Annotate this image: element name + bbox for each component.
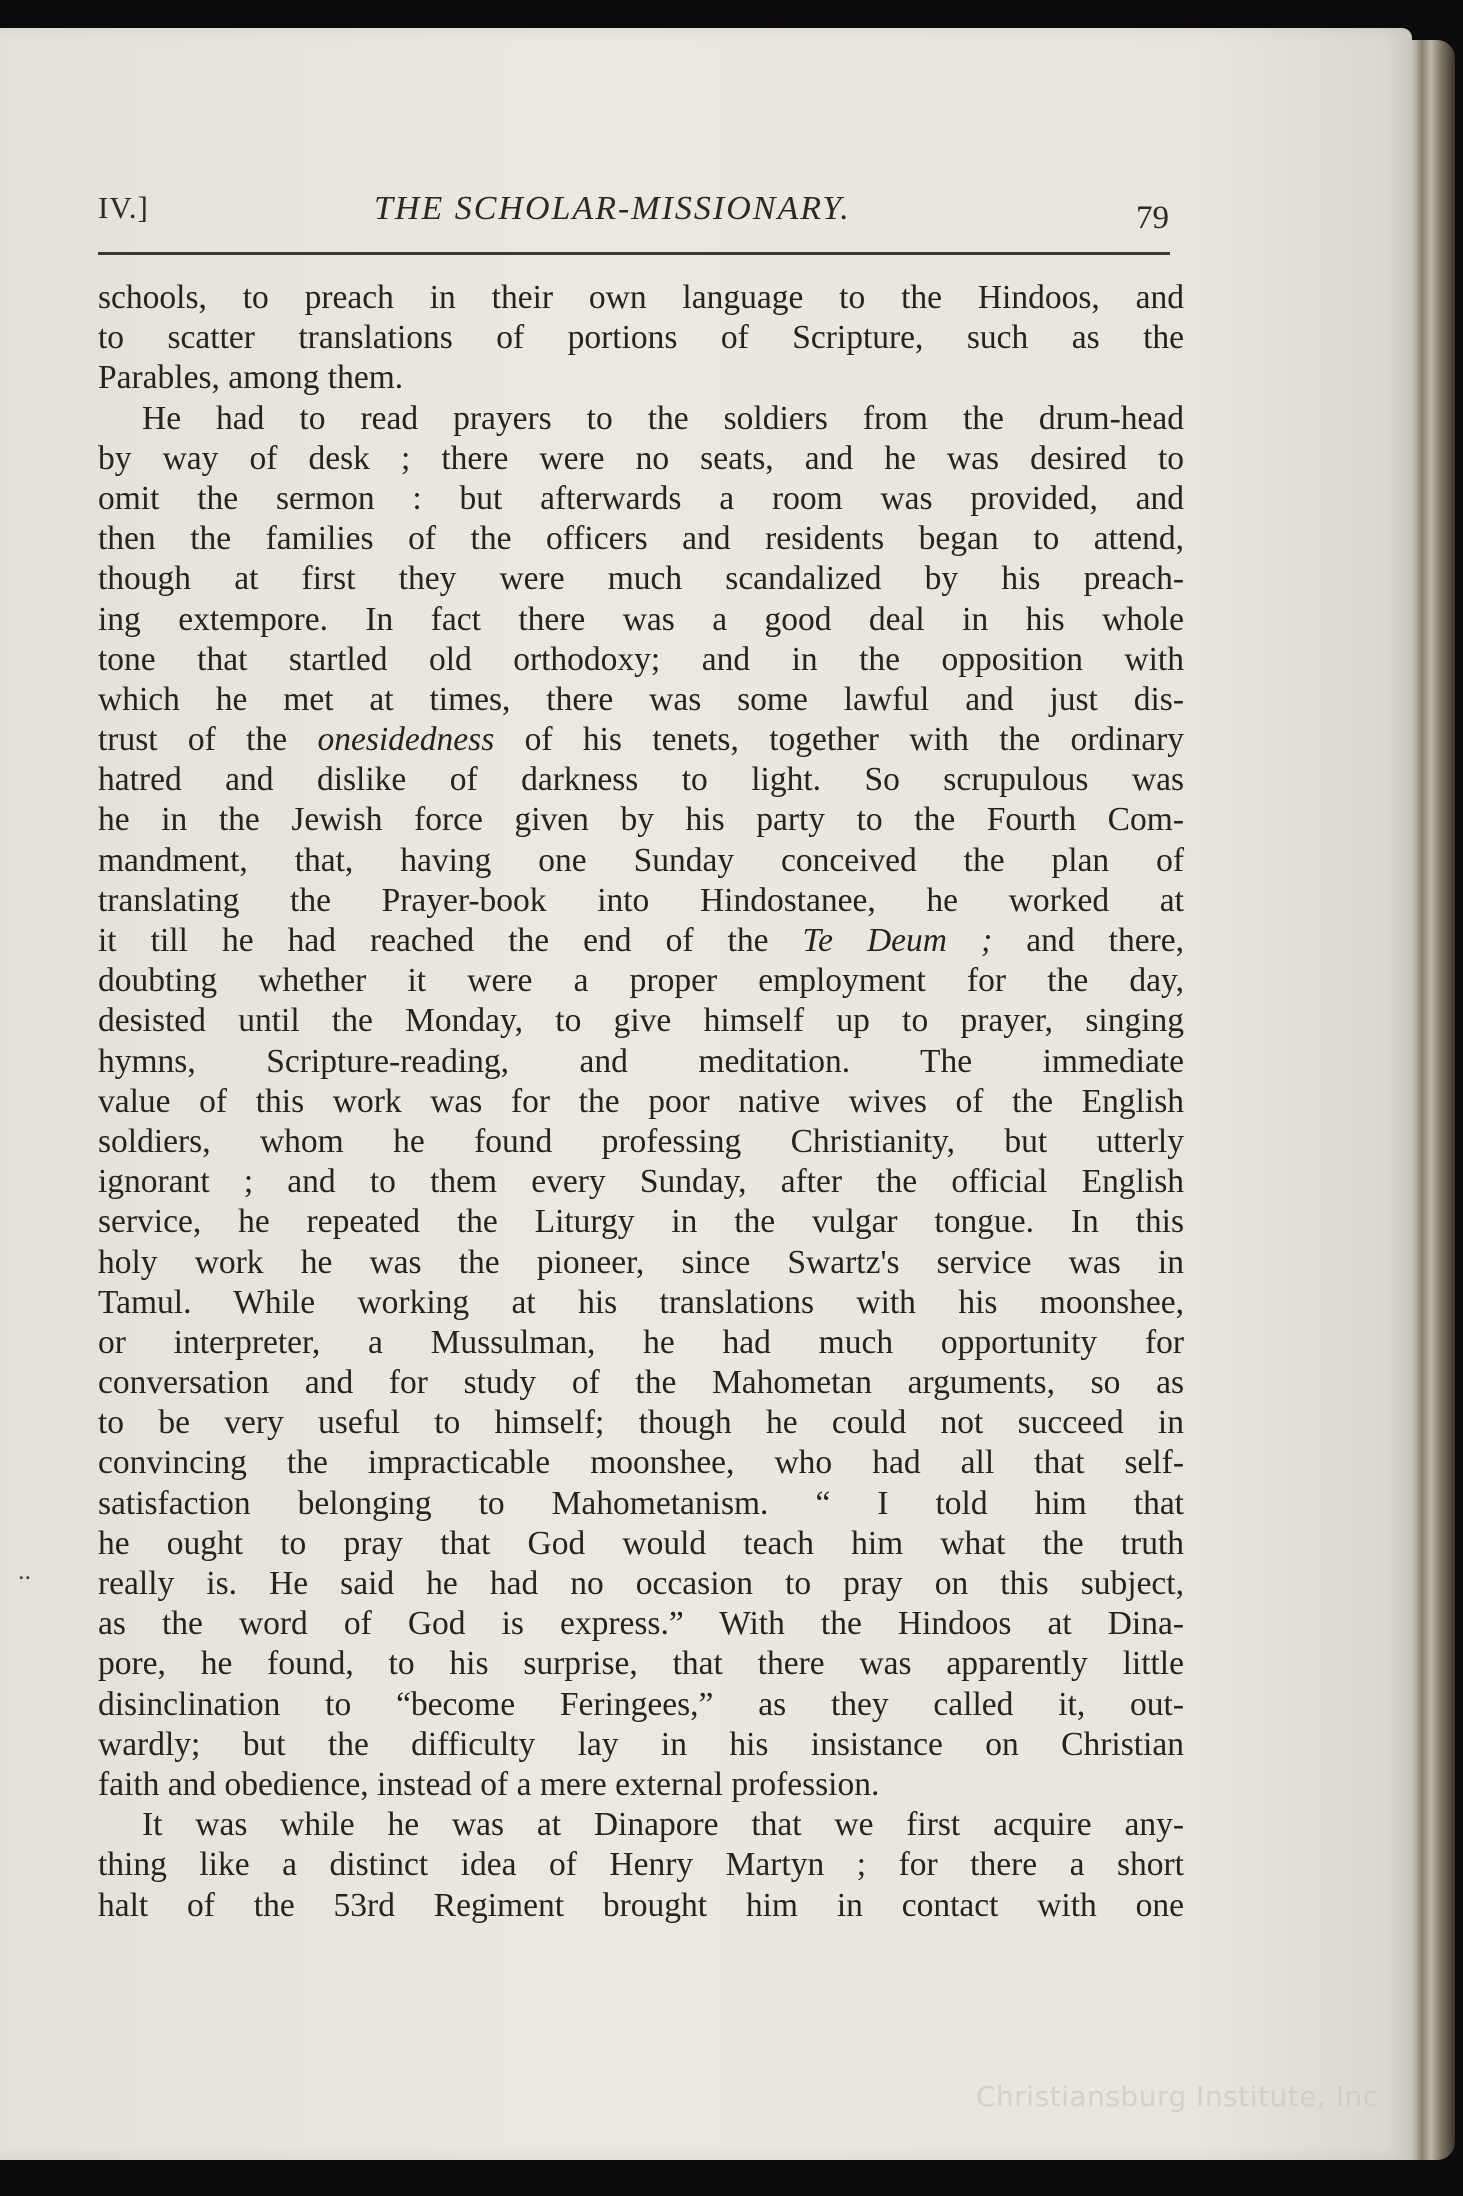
text-line: he ought to pray that God would teach him what the truth xyxy=(98,1524,1184,1562)
text-line: or interpreter, a Mussulman, he had much opportunity for xyxy=(98,1323,1184,1361)
text-line: he in the Jewish force given by his party to the Fourth Com- xyxy=(98,801,1184,839)
text-line: ignorant ; and to them every Sunday, after the official English xyxy=(98,1163,1184,1201)
text-line: convincing the impracticable moonshee, who had all that self- xyxy=(98,1444,1184,1482)
line-segment: it till he had reached the end of the xyxy=(98,922,803,959)
text-line: pore, he found, to his surprise, that there was apparently little xyxy=(98,1645,1184,1683)
margin-mark: .. xyxy=(18,1556,31,1585)
text-line: to be very useful to himself; though he could not succeed in xyxy=(98,1404,1184,1442)
chapter-marker: IV.] xyxy=(98,190,149,225)
text-line: value of this work was for the poor native wives of the English xyxy=(98,1082,1184,1120)
text-line: translating the Prayer-book into Hindostanee, he worked at xyxy=(98,881,1184,919)
line-segment: trust of the xyxy=(98,721,318,759)
text-line: as the word of God is express.” With the Hindoos at Dina- xyxy=(98,1605,1184,1643)
page-number: 79 xyxy=(1136,200,1169,236)
line-segment: and there, xyxy=(992,922,1184,959)
text-line: disinclination to “become Feringees,” as they called it, out- xyxy=(98,1685,1184,1723)
text-line xyxy=(98,921,1184,961)
line-segment: of his tenets, together with the ordinary xyxy=(494,721,1184,759)
header-rule xyxy=(98,252,1170,255)
body-text xyxy=(98,278,1184,1926)
text-line: It was while he was at Dinapore that we first acquire any- xyxy=(142,1806,1184,1844)
text-line: which he met at times, there was some lawful and just dis- xyxy=(98,680,1184,718)
italic-word: onesidedness xyxy=(317,721,495,759)
text-line xyxy=(98,720,1184,760)
text-line: doubting whether it were a proper employment for the day, xyxy=(98,962,1184,1000)
text-line: then the families of the officers and residents began to attend, xyxy=(98,520,1184,558)
text-line: schools, to preach in their own language to the Hindoos, and xyxy=(98,279,1184,316)
text-line: holy work he was the pioneer, since Swartz's service was in xyxy=(98,1243,1184,1281)
text-line: thing like a distinct idea of Henry Martyn ; for there a short xyxy=(98,1846,1184,1884)
italic-phrase: Te Deum ; xyxy=(802,922,993,959)
text-line: mandment, that, having one Sunday conceived the plan of xyxy=(98,841,1184,879)
text-line: conversation and for study of the Mahometan arguments, so as xyxy=(98,1364,1184,1402)
text-line: ing extempore. In fact there was a good deal in his whole xyxy=(98,600,1184,638)
text-line: halt of the 53rd Regiment brought him in contact with one xyxy=(98,1886,1184,1924)
running-title: THE SCHOLAR-MISSIONARY. xyxy=(374,190,851,227)
text-line: Parables, among them. xyxy=(98,359,404,397)
text-line: satisfaction belonging to Mahometanism. “ I told him that xyxy=(98,1484,1184,1522)
running-header xyxy=(98,190,1170,250)
text-line: hatred and dislike of darkness to light. So scrupulous was xyxy=(98,761,1184,799)
text-line: hymns, Scripture-reading, and meditation. The immediate xyxy=(98,1042,1184,1080)
text-line: desisted until the Monday, to give himself up to prayer, singing xyxy=(98,1002,1184,1040)
text-line: Tamul. While working at his translations with his moonshee, xyxy=(98,1283,1184,1321)
text-line: service, he repeated the Liturgy in the vulgar tongue. In this xyxy=(98,1203,1184,1241)
text-line: wardly; but the difficulty lay in his insistance on Christian xyxy=(98,1725,1184,1763)
text-line: though at first they were much scandalized by his preach- xyxy=(98,560,1184,598)
text-line: He had to read prayers to the soldiers from the drum-head xyxy=(142,399,1184,437)
text-line: omit the sermon : but afterwards a room was provided, and xyxy=(98,479,1184,517)
text-line: faith and obedience, instead of a mere external profession. xyxy=(98,1765,880,1803)
text-line: to scatter translations of portions of Scripture, such as the xyxy=(98,319,1184,357)
text-line: soldiers, whom he found professing Christianity, but utterly xyxy=(98,1122,1184,1160)
text-line: tone that startled old orthodoxy; and in the opposition with xyxy=(98,640,1184,678)
text-line: really is. He said he had no occasion to pray on this subject, xyxy=(98,1565,1184,1602)
watermark: Christiansburg Institute, Inc xyxy=(976,2080,1379,2113)
text-line: by way of desk ; there were no seats, and he was desired to xyxy=(98,439,1184,477)
